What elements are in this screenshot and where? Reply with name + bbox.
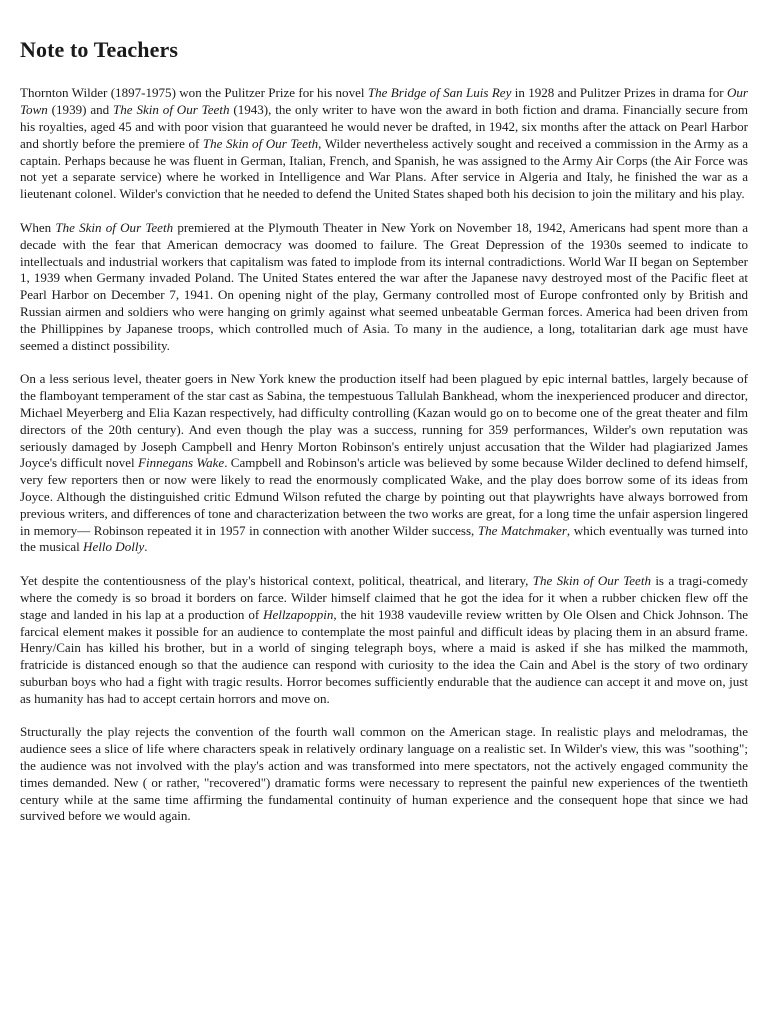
text-run: Structurally the play rejects the convention of the fourth wall common on the American stage. In realistic plays and melodramas, the audience sees a slice of life where characters speak in relatively ordinary language on a realistic set. In Wilder's view, this was "soothing"; the audience was not involved with the play's action and was transformed into mere spectators, not the actively engaged community the times demanded. New ( or rather, "recovered") dramatic forms were necessary to represent the painful new experiences of the twentieth century while at the same time affirming the fundamental continuity of human experience and the consequent hope that since we had survived before we would again. xyxy=(20,724,748,824)
paragraph xyxy=(20,371,748,556)
italic-title: Hellzapoppin xyxy=(263,606,334,622)
page-title: Note to Teachers xyxy=(20,37,179,62)
paragraph xyxy=(20,573,748,707)
italic-title: Finnegans Wake xyxy=(137,455,225,471)
italic-title: Hello Dolly xyxy=(83,539,145,555)
text-run: , which eventually was turned into the musical xyxy=(20,522,748,555)
italic-title: Our Town xyxy=(20,85,748,118)
paragraph xyxy=(20,220,748,354)
text-run: When xyxy=(20,219,56,235)
text-run: , Wilder nevertheless actively sought and received a commission in the Army as a captain. Perhaps because he was fluent in German, Italian, French, and Spanish, he was assigned to the Army Air Corps (the Air Force was not yet a separate service) where he worked in Intelligence and War Plans. After service in Algeria and Italy, he finished the war as a lieutenant colonel. Wilder's conviction that he needed to defend the United States shaped both his decision to join the military and his play. xyxy=(20,135,748,202)
italic-title: The Skin of Our Teeth xyxy=(55,219,174,235)
text-run: is a tragi-comedy where the comedy is so broad it borders on farce. Wilder himself claimed that he got the idea for it when a rubber chicken flew off the stage and landed in his lap at a production of xyxy=(20,573,748,622)
text-run: (1943), the only writer to have won the award in both fiction and drama. Financially secure from his royalties, aged 45 and with poor vision that guaranteed he would never be drafted, in 1942, six months after the attack on Pearl Harbor and shortly before the premiere of xyxy=(20,102,749,151)
text-run: (1939) and xyxy=(47,102,114,118)
document-body xyxy=(20,85,748,825)
paragraph xyxy=(20,724,748,825)
text-run: On a less serious level, theater goers in New York knew the production itself had been plagued by epic internal battles, largely because of the flamboyant temperament of the star cast as Sabina, the tempestuous Tallulah Bankhead, whom the inexperienced producer and director, Michael Meyerberg and Elia Kazan respectively, had difficulty controlling (Kazan would go on to become one of the great theater and film directors of the 20th century). And even though the play was a success, running for 359 performances, Wilder's own reputation was seriously damaged by Joseph Campbell and Henry Morton Robinson's entirely unjust accusation that the Wilder had plagiarized James Joyce's difficult novel xyxy=(20,371,748,471)
italic-title: The Skin of Our Teeth xyxy=(202,135,319,151)
text-run: Yet despite the contentiousness of the play's historical context, political, theatrical, and literary, xyxy=(20,573,533,589)
italic-title: The Skin of Our Teeth xyxy=(532,573,651,589)
text-run: . xyxy=(144,539,148,555)
text-run: in 1928 and Pulitzer Prizes in drama for xyxy=(511,85,727,101)
text-run: . Campbell and Robinson's article was believed by some because Wilder declined to defend himself, very few reporters then or now were likely to read the enormously complicated Wake, and the play does borrow some of its ideas from Joyce. Although the distinguished critic Edmund Wilson refuted the charge by pointing out that playwrights have always borrowed from previous writers, and differences of tone and characterization between the two works are great, for a long time the unfair aspersion lingered in memory— Robinson repeated it in 1957 in connection with another Wilder success, xyxy=(20,455,749,538)
italic-title: The Skin of Our Teeth xyxy=(113,102,230,118)
italic-title: The Matchmaker xyxy=(477,522,567,538)
text-run: Thornton Wilder (1897-1975) won the Pulitzer Prize for his novel xyxy=(20,85,368,101)
text-run: , the hit 1938 vaudeville review written by Ole Olsen and Chick Johnson. The farcical element makes it possible for an audience to contemplate the most painful and difficult ideas by placing them in an absurd frame. Henry/Cain has killed his brother, but in a world of singing telegraph boys, where a maid is asked if she has milked the mammoth, fratricide is distanced enough so that the audience can respond with curiosity to the idea the Cain and Abel is the story of two ordinary suburban boys who had a fight with tragic results. Horror becomes sufficiently endurable that the audience can accept it and move on, just as humanity has had to accept certain horrors and move on. xyxy=(20,606,749,706)
italic-title: The Bridge of San Luis Rey xyxy=(367,85,512,101)
paragraph xyxy=(20,85,748,203)
text-run: premiered at the Plymouth Theater in New York on November 18, 1942, Americans had spent more than a decade with the fear that American democracy was doomed to failure. The Great Depression of the 1930s seemed to indicate to intellectuals and industrial workers that capitalism was fated to implode from its internal contradictions. World War II began on September 1, 1939 when Germany invaded Poland. The United States entered the war after the Japanese navy destroyed most of the Pacific fleet at Pearl Harbor on December 7, 1941. On opening night of the play, Germany controlled most of Europe confronted only by British and Russian airmen and soldiers who were hanging on grimly against what seemed unbeatable German forces. America had been driven from the Phillippines by Japanese troops, which controlled much of Asia. To many in the audience, a long, totalitarian dark age must have seemed a distinct possibility. xyxy=(20,219,748,353)
